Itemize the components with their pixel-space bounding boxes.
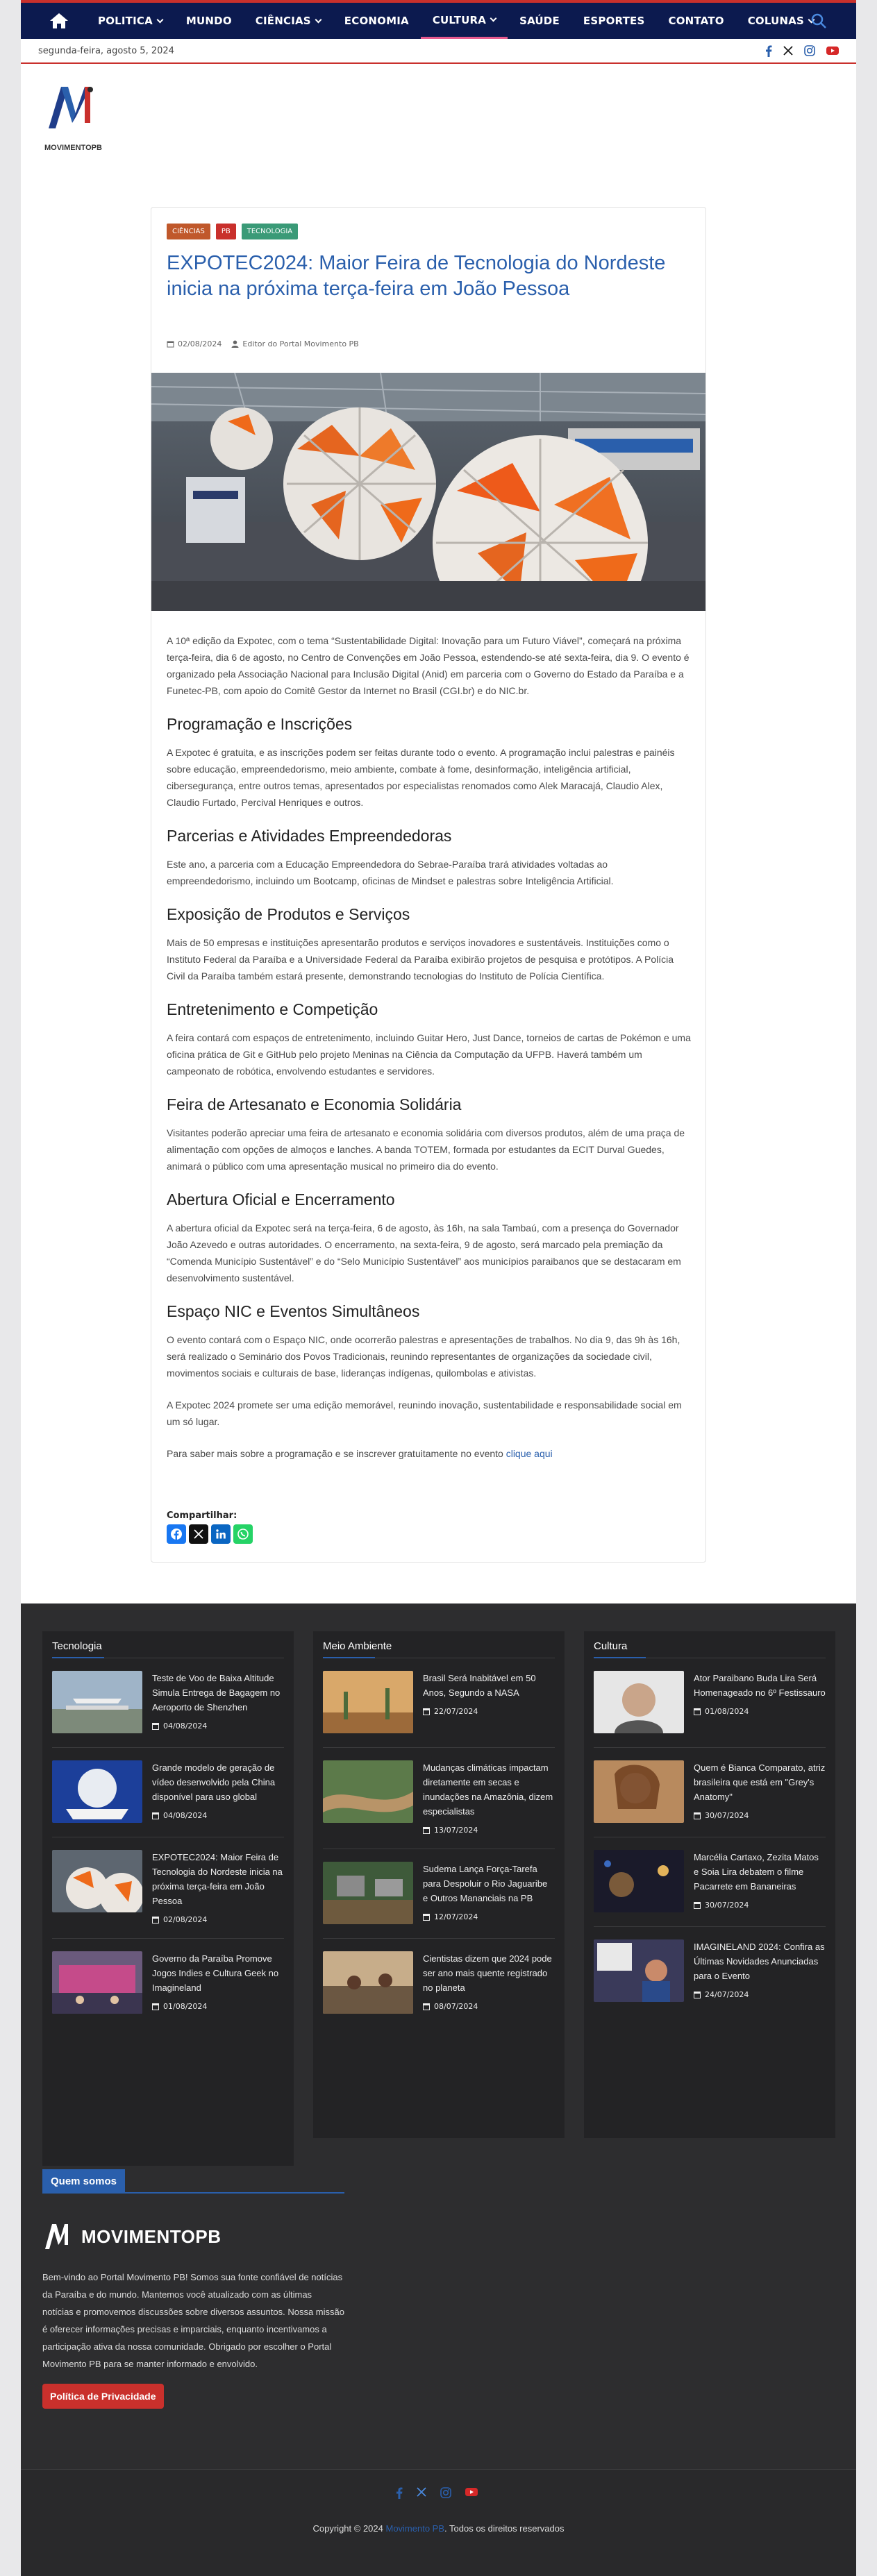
nav-item-saude[interactable] [508, 3, 571, 39]
post-date-text: 04/08/2024 [163, 1721, 208, 1731]
tag-tecnologia[interactable]: TECNOLOGIA [242, 224, 298, 239]
facebook-icon[interactable] [396, 2487, 403, 2499]
share-linkedin-icon[interactable] [211, 1524, 231, 1544]
section-text: A abertura oficial da Expotec será na terça-feira, 6 de agosto, às 16h, na sala Tambaú, com a presença do Governador João Azevedo e outras autoridades. O encerramento, na sexta-feira, 9 de agosto, será marcado pela premiação da “Comenda Município Sustentável” e do “Selo Município Sustentável” aos municípios paraibanos que se destacaram em desenvolvimento sustentável. [167, 1222, 681, 1283]
article-closing: A Expotec 2024 promete ser uma edição memorável, reunindo inovação, sustentabilidade e responsabilidade social em um só lugar. [167, 1399, 682, 1427]
calendar-icon [423, 1708, 430, 1715]
calendar-icon [167, 340, 174, 348]
page [21, 0, 856, 2576]
logo-wordmark: MOVIMENTOPB [44, 144, 102, 152]
tag-ciencias[interactable]: CIÊNCIAS [167, 224, 210, 239]
copyright [21, 2523, 856, 2534]
post-date-text: 22/07/2024 [434, 1707, 478, 1716]
calendar-icon [423, 1914, 430, 1921]
chevron-down-icon [490, 15, 497, 22]
nav-label: COLUNAS [747, 15, 805, 27]
instagram-icon[interactable] [440, 2487, 451, 2499]
list-item[interactable] [52, 1939, 284, 2028]
post-title[interactable]: IMAGINELAND 2024: Confira as Últimas Novidades Anunciadas para o Evento [694, 1942, 825, 1981]
post-date-text: 30/07/2024 [705, 1901, 749, 1910]
section-heading: Entretenimento e Competição [167, 1000, 378, 1018]
calendar-icon [152, 2003, 159, 2010]
chevron-down-icon [156, 16, 163, 23]
footer-logo-text: MOVIMENTOPB [81, 2225, 222, 2247]
section-heading: Espaço NIC e Eventos Simultâneos [167, 1302, 420, 1320]
list-item[interactable] [594, 1658, 826, 1748]
tag-pb[interactable]: PB [216, 224, 236, 239]
youtube-icon[interactable] [465, 2487, 478, 2499]
section-heading: Feira de Artesanato e Economia Solidária [167, 1095, 462, 1113]
list-item[interactable] [52, 1837, 284, 1939]
privacy-policy-button[interactable]: Política de Privacidade [42, 2384, 164, 2409]
calendar-icon [152, 1723, 159, 1730]
post-thumbnail[interactable] [594, 1671, 684, 1733]
chevron-down-icon [315, 16, 321, 23]
nav-item-ciencias[interactable] [244, 3, 333, 39]
main-nav [21, 0, 856, 39]
post-date-text: 30/07/2024 [705, 1811, 749, 1820]
section-text: O evento contará com o Espaço NIC, onde ocorrerão palestras e apresentações de trabalhos. No dia 9, das 9h às 16h, será realizado o Seminário dos Povos Tradicionais, reunindo representantes de organizações da sociedade civil, movimentos sociais e culturais de base, lideranças indígenas, quilombolas e ativistas. [167, 1334, 680, 1379]
nav-label: POLITICA [98, 15, 153, 27]
footer-column-cultura [584, 1631, 835, 2138]
nav-label: SAÚDE [519, 15, 560, 27]
post-thumbnail[interactable] [52, 1760, 142, 1823]
x-twitter-icon[interactable] [783, 46, 793, 56]
list-item[interactable] [323, 1748, 555, 1849]
calendar-icon [694, 1992, 701, 1998]
post-thumbnail[interactable] [594, 1939, 684, 2002]
post-date-text: 01/08/2024 [705, 1707, 749, 1716]
section-heading: Parcerias e Atividades Empreendedoras [167, 827, 452, 845]
article-cta [167, 1445, 691, 1462]
article-title: EXPOTEC2024: Maior Feira de Tecnologia do Nordeste inicia na próxima terça-feira em João Pessoa [167, 252, 666, 300]
post-title[interactable]: Sudema Lança Força-Tarefa para Despoluir o Rio Jaguaribe e Outros Mananciais na PB [423, 1864, 548, 1903]
share-block [167, 1510, 253, 1544]
post-date-text: 01/08/2024 [163, 2002, 208, 2011]
copyright-prefix: Copyright © 2024 [312, 2523, 383, 2534]
instagram-icon[interactable] [804, 45, 815, 56]
nav-label: CONTATO [668, 15, 724, 27]
post-thumbnail[interactable] [323, 1671, 413, 1733]
post-date [152, 1721, 284, 1731]
logo-text [44, 144, 111, 152]
section-text: A feira contará com espaços de entretenimento, incluindo Guitar Hero, Just Dance, torneios de cartas de Pokémon e uma oficina prática de Git e GitHub pelo projeto Meninas na Ciência da Computação da UFPB. Haverá também um campeonato de robótica, envolvendo estudantes e servidores. [167, 1032, 691, 1077]
nav-item-economia[interactable] [333, 3, 421, 39]
list-item[interactable] [323, 1939, 555, 2028]
footer-column-tecnologia [42, 1631, 294, 2166]
post-title[interactable]: Grande modelo de geração de vídeo desenvolvido pela China disponível para uso global [152, 1762, 276, 1802]
post-date-text: 02/08/2024 [163, 1915, 208, 1924]
nav-label: CIÊNCIAS [255, 15, 311, 27]
site-footer [21, 1603, 856, 2576]
category-tags [167, 224, 298, 239]
article-intro: A 10ª edição da Expotec, com o tema “Sustentabilidade Digital: Inovação para um Futuro Viável”, começará na próxima terça-feira, dia 6 de agosto, no Centro de Convenções em João Pessoa, estendendo-se até sexta-feira, dia 9. O evento é organizado pela Associação Nacional para Inclusão Digital (Anid) em parceria com o Governo do Estado da Paraíba e a Funetec-PB, com apoio do Comitê Gestor da Internet no Brasil (CGI.br) e do NIC.br. [167, 635, 690, 696]
about-heading-text: Quem somos [42, 2169, 125, 2192]
post-thumbnail[interactable] [323, 1862, 413, 1924]
nav-label: ECONOMIA [344, 15, 409, 27]
post-author-text: Editor do Portal Movimento PB [242, 339, 359, 348]
facebook-icon[interactable] [765, 45, 772, 57]
post-thumbnail[interactable] [52, 1850, 142, 1912]
post-thumbnail[interactable] [323, 1951, 413, 2014]
nav-label: CULTURA [432, 13, 487, 26]
post-date [423, 1707, 555, 1716]
section-text: A Expotec é gratuita, e as inscrições podem ser feitas durante todo o evento. A programação inclui palestras e painéis sobre educação, empreendedorismo, meio ambiente, combate à fome, desinformação, inteligência artificial, cibersegurança, entre outros temas, apresentados por especialistas renomados como Alek Maracajá, Claudio Alex, Claudio Furtado, Percival Henriques e outros. [167, 747, 675, 808]
article-card [151, 207, 706, 1563]
footer-column-heading: Cultura [594, 1631, 826, 1658]
header-social-links [765, 45, 839, 57]
footer-logo[interactable] [42, 2221, 344, 2252]
section-heading: Exposição de Produtos e Serviços [167, 905, 410, 923]
post-thumbnail[interactable] [323, 1760, 413, 1823]
post-date[interactable] [167, 339, 222, 348]
post-date-text: 02/08/2024 [178, 339, 222, 348]
about-heading [42, 2169, 344, 2194]
list-item[interactable] [594, 1748, 826, 1837]
about-section [42, 2169, 344, 2409]
calendar-icon [694, 1708, 701, 1715]
post-date-text: 08/07/2024 [434, 2002, 478, 2011]
post-date-text: 13/07/2024 [434, 1826, 478, 1835]
share-facebook-icon[interactable] [167, 1524, 186, 1544]
post-date [423, 1826, 555, 1835]
calendar-icon [423, 2003, 430, 2010]
list-item[interactable] [323, 1658, 555, 1748]
home-icon[interactable] [47, 10, 71, 31]
section-heading: Programação e Inscrições [167, 715, 353, 733]
search-icon[interactable] [810, 12, 827, 32]
post-date [694, 1811, 826, 1820]
nav-label: ESPORTES [583, 15, 645, 27]
post-title[interactable]: Governo da Paraíba Promove Jogos Indies e Cultura Geek no Imagineland [152, 1953, 279, 1993]
calendar-icon [694, 1902, 701, 1909]
nav-label: MUNDO [185, 15, 232, 27]
site-logo[interactable] [42, 80, 111, 153]
nav-item-cultura[interactable] [421, 3, 508, 39]
current-date: segunda-feira, agosto 5, 2024 [38, 45, 174, 56]
footer-social-links [396, 2487, 478, 2499]
post-date [152, 1915, 284, 1924]
post-date-text: 04/08/2024 [163, 1811, 208, 1820]
register-link[interactable]: clique aqui [506, 1448, 553, 1459]
section-text: Mais de 50 empresas e instituições apresentarão produtos e serviços inovadores e sustentáveis. Instituições como o Instituto Federal da Paraíba e a Universidade Federal da Paraíba exibirão projetos de pesquisa e protótipos. A Polícia Civil da Paraíba também estará presente, demonstrando tecnologias do Instituto de Polícia Científica. [167, 937, 674, 982]
section-heading: Abertura Oficial e Encerramento [167, 1190, 395, 1209]
post-title[interactable]: Marcélia Cartaxo, Zezita Matos e Soia Lira debatem o filme Pacarrete em Bananeiras [694, 1852, 819, 1892]
post-title[interactable]: Brasil Será Inabitável em 50 Anos, Segundo a NASA [423, 1673, 536, 1698]
list-item[interactable] [52, 1748, 284, 1837]
post-thumbnail[interactable] [52, 1951, 142, 2014]
post-title[interactable]: Cientistas dizem que 2024 pode ser ano mais quente registrado no planeta [423, 1953, 552, 1993]
calendar-icon [152, 1812, 159, 1819]
youtube-icon[interactable] [826, 46, 839, 56]
list-item[interactable] [594, 1837, 826, 1927]
post-date [152, 2002, 284, 2011]
section-text: Visitantes poderão apreciar uma feira de artesanato e economia solidária com diversos produtos, além de uma praça de alimentação com opções de almoços e lanches. A banda TOTEM, formada por estudantes da ECIT Durval Guedes, animará o público com uma apresentação musical no primeiro dia do evento. [167, 1127, 685, 1172]
footer-column-heading: Meio Ambiente [323, 1631, 555, 1658]
post-date [694, 1707, 826, 1716]
article-meta [167, 339, 359, 348]
post-date-text: 12/07/2024 [434, 1912, 478, 1921]
calendar-icon [152, 1917, 159, 1923]
post-title[interactable]: EXPOTEC2024: Maior Feira de Tecnologia do Nordeste inicia na próxima terça-feira em João Pessoa [152, 1852, 283, 1906]
footer-bottom [21, 2469, 856, 2576]
section-text: Este ano, a parceria com a Educação Empreendedora do Sebrae-Paraíba trará atividades voltadas ao empreendedorismo, incluindo um Bootcamp, oficinas de Mindset e palestras sobre Inteligência Artificial. [167, 859, 614, 886]
post-title[interactable]: Mudanças climáticas impactam diretamente em secas e inundações na Amazônia, dizem especialistas [423, 1762, 553, 1817]
footer-column-heading: Tecnologia [52, 1631, 284, 1658]
calendar-icon [694, 1812, 701, 1819]
post-date [694, 1901, 826, 1910]
share-whatsapp-icon[interactable] [233, 1524, 253, 1544]
post-date-text: 24/07/2024 [705, 1990, 749, 1999]
share-buttons [167, 1524, 253, 1544]
share-label: Compartilhar: [167, 1510, 237, 1521]
top-bar [21, 39, 856, 64]
post-title[interactable]: Ator Paraibano Buda Lira Será Homenageado no 6º Festissauro [694, 1673, 826, 1698]
featured-image [151, 373, 705, 611]
calendar-icon [423, 1827, 430, 1834]
user-icon [231, 340, 239, 348]
about-text: Bem-vindo ao Portal Movimento PB! Somos sua fonte confiável de notícias da Paraíba e do mundo. Mantemos você atualizado com as últimas notícias e promovemos discussões sobre diversos assuntos. Nossa missão é oferecer informações precisas e imparciais, enquanto incentivamos a participação ativa da nossa comunidade. Obrigado por escolher o Portal Movimento PB para se manter informado e envolvido. [42, 2272, 344, 2369]
nav-item-esportes[interactable] [571, 3, 657, 39]
post-thumbnail[interactable] [594, 1760, 684, 1823]
list-item[interactable] [594, 1927, 826, 2016]
post-thumbnail[interactable] [52, 1671, 142, 1733]
nav-item-contato[interactable] [656, 3, 735, 39]
article-body [167, 632, 691, 1462]
list-item[interactable] [323, 1849, 555, 1939]
footer-column-meio-ambiente [313, 1631, 565, 2138]
post-date [694, 1990, 826, 1999]
post-thumbnail[interactable] [594, 1850, 684, 1912]
post-date [152, 1811, 284, 1820]
share-x-icon[interactable] [189, 1524, 208, 1544]
cta-text: Para saber mais sobre a programação e se inscrever gratuitamente no evento [167, 1448, 503, 1459]
post-author[interactable] [231, 339, 358, 348]
x-twitter-icon[interactable] [417, 2487, 426, 2499]
post-date [423, 1912, 555, 1921]
post-date [423, 2002, 555, 2011]
copyright-suffix: . Todos os direitos reservados [444, 2523, 565, 2534]
list-item[interactable] [52, 1658, 284, 1748]
post-title[interactable]: Quem é Bianca Comparato, atriz brasileira que está em "Grey's Anatomy" [694, 1762, 826, 1802]
nav-item-politica[interactable] [86, 3, 174, 39]
copyright-link[interactable]: Movimento PB [385, 2523, 445, 2534]
post-title[interactable]: Teste de Voo de Baixa Altitude Simula Entrega de Bagagem no Aeroporto de Shenzhen [152, 1673, 281, 1712]
nav-item-mundo[interactable] [174, 3, 244, 39]
